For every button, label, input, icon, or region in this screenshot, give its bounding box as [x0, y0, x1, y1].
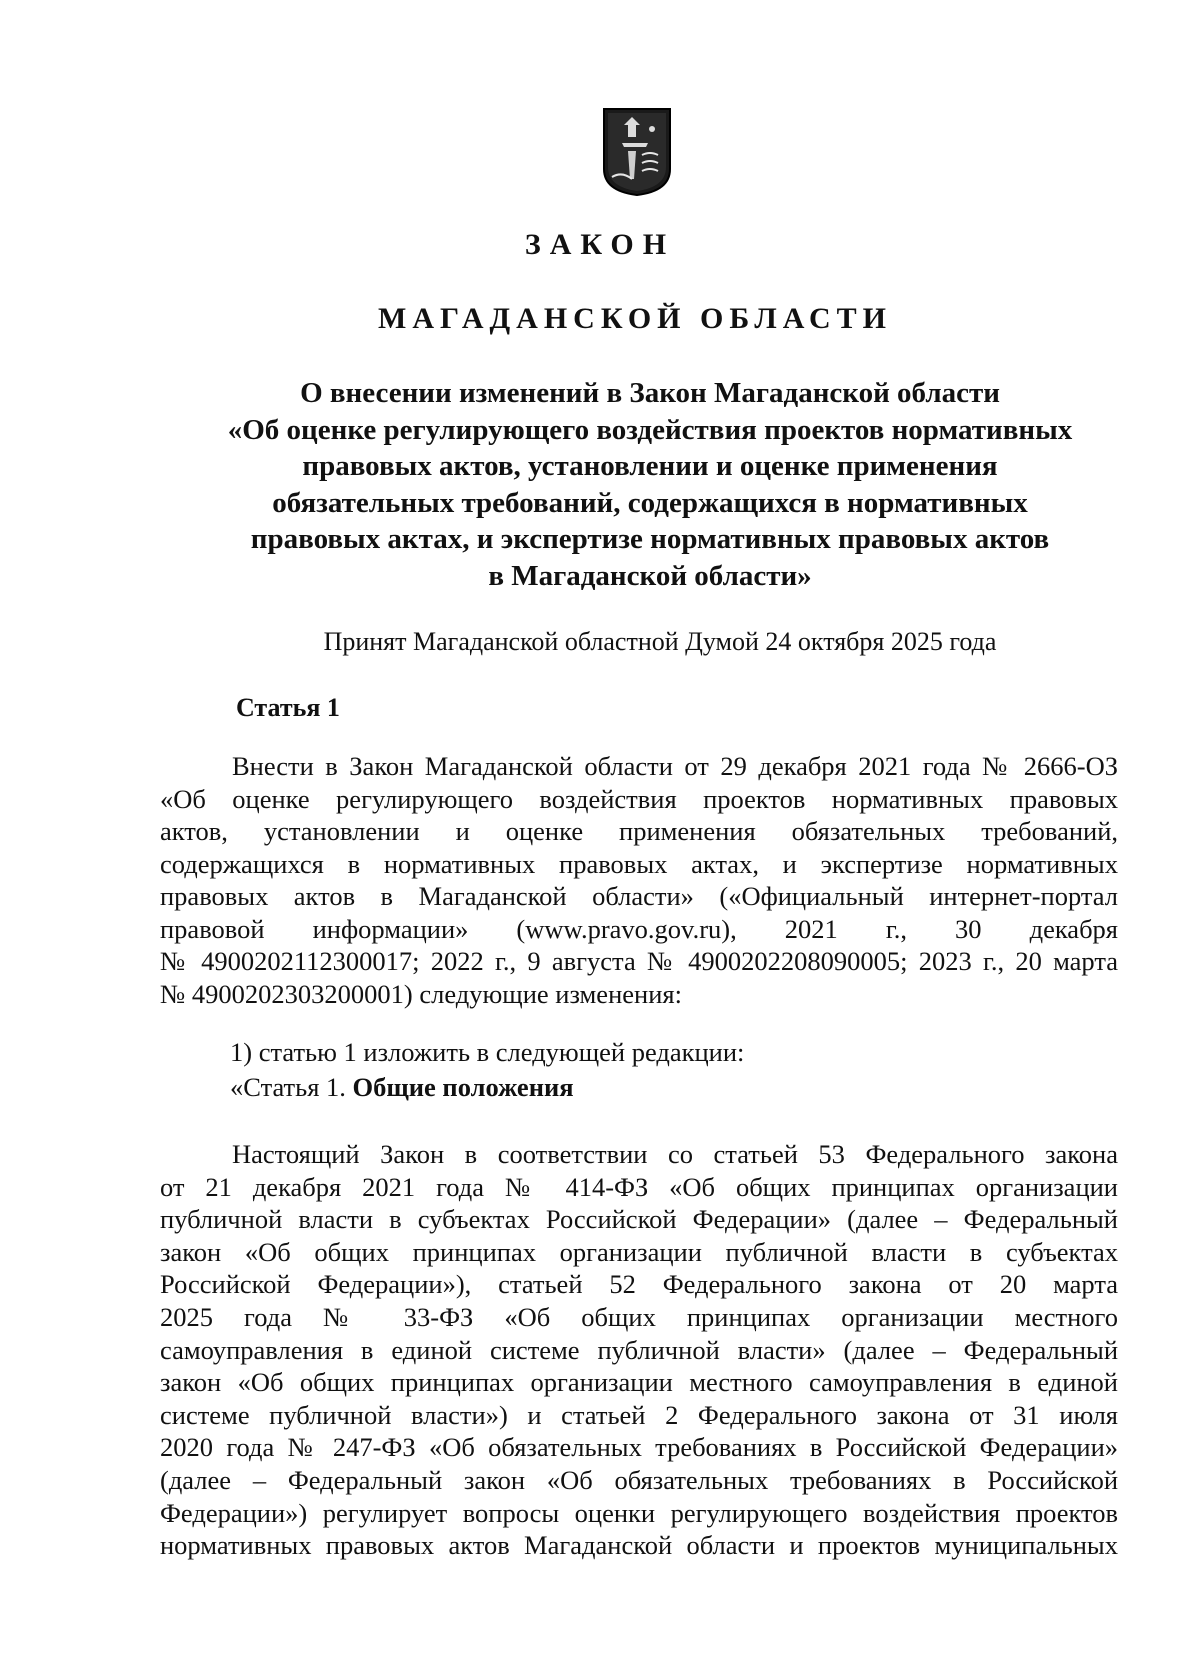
paragraph-line: № 4900202303200001) следующие изменения: — [160, 978, 682, 1009]
subject-line: правовых актах, и экспертизе нормативных правовых актов — [250, 523, 1050, 555]
adoption-note: Принят Магаданской областной Думой 24 октября 2025 года — [323, 627, 997, 656]
subject-line: О внесении изменений в Закон Магаданской области — [300, 377, 1000, 409]
coat-of-arms-emblem — [602, 107, 672, 197]
paragraph-line: правовой информации» (www.pravo.gov.ru), 2021 г., 30 декабря — [160, 913, 1118, 944]
law-title: ЗАКОН — [524, 228, 676, 261]
law-subject-title — [170, 375, 1130, 594]
paragraph-line: актов, установлении и оценке применения обязательных требований, — [160, 816, 1118, 846]
paragraph-line: 2025 года № 33-ФЗ «Об общих принципах организации местного — [160, 1301, 1118, 1332]
paragraph-line: нормативных правовых актов Магаданской области и проектов муниципальных — [160, 1530, 1118, 1561]
paragraph-line: (далее – Федеральный закон «Об обязательных требованиях в Российской — [160, 1464, 1118, 1495]
paragraph-line: «Об оценке регулирующего воздействия проектов нормативных правовых — [160, 783, 1118, 814]
quoted-article-prefix: «Статья 1. — [230, 1072, 353, 1102]
subject-line: обязательных требований, содержащихся в нормативных — [272, 486, 1028, 519]
paragraph-line: самоуправления в единой системе публичной власти» (далее – Федеральный — [160, 1334, 1118, 1365]
paragraph-line: Внести в Закон Магаданской области от 29 декабря 2021 года № 2666-ОЗ — [232, 751, 1118, 781]
paragraph-line: содержащихся в нормативных правовых актах, и экспертизе нормативных — [160, 848, 1118, 879]
article-heading: Статья 1 — [236, 693, 340, 722]
subject-line: «Об оценке регулирующего воздействия проектов нормативных — [227, 413, 1073, 446]
paragraph-line: от 21 декабря 2021 года № 414-ФЗ «Об общих принципах организации — [160, 1171, 1118, 1202]
article-paragraph-1 — [160, 750, 1118, 1010]
paragraph-line: Настоящий Закон в соответствии со статьей 53 Федерального закона — [232, 1139, 1118, 1169]
quoted-article-heading — [230, 1070, 744, 1105]
paragraph-line: закон «Об общих принципах организации местного самоуправления в единой — [160, 1367, 1118, 1398]
subject-line: в Магаданской области» — [488, 559, 812, 592]
paragraph-line: закон «Об общих принципах организации публичной власти в субъектах — [160, 1236, 1118, 1267]
region-title: МАГАДАНСКОЙ ОБЛАСТИ — [378, 302, 892, 335]
paragraph-line: № 4900202112300017; 2022 г., 9 августа № 4900202208090005; 2023 г., 20 марта — [160, 946, 1118, 976]
subject-line: правовых актов, установлении и оценке применения — [302, 450, 998, 482]
paragraph-line: правовых актов в Магаданской области» («Официальный интернет-портал — [160, 881, 1118, 911]
article-paragraph-2 — [160, 1138, 1118, 1562]
paragraph-line: Федерации») регулирует вопросы оценки регулирующего воздействия проектов — [160, 1497, 1118, 1528]
paragraph-line: публичной власти в субъектах Российской Федерации» (далее – Федеральный — [160, 1204, 1118, 1235]
quoted-article-title: Общие положения — [352, 1072, 574, 1102]
amendment-block — [230, 1035, 744, 1105]
amendment-item: 1) статью 1 изложить в следующей редакции: — [230, 1037, 745, 1067]
paragraph-line: 2020 года № 247-ФЗ «Об обязательных требованиях в Российской Федерации» — [160, 1432, 1118, 1463]
paragraph-line: системе публичной власти») и статьей 2 Федерального закона от 31 июля — [160, 1399, 1118, 1430]
paragraph-line: Российской Федерации»), статьей 52 Федерального закона от 20 марта — [160, 1269, 1118, 1300]
